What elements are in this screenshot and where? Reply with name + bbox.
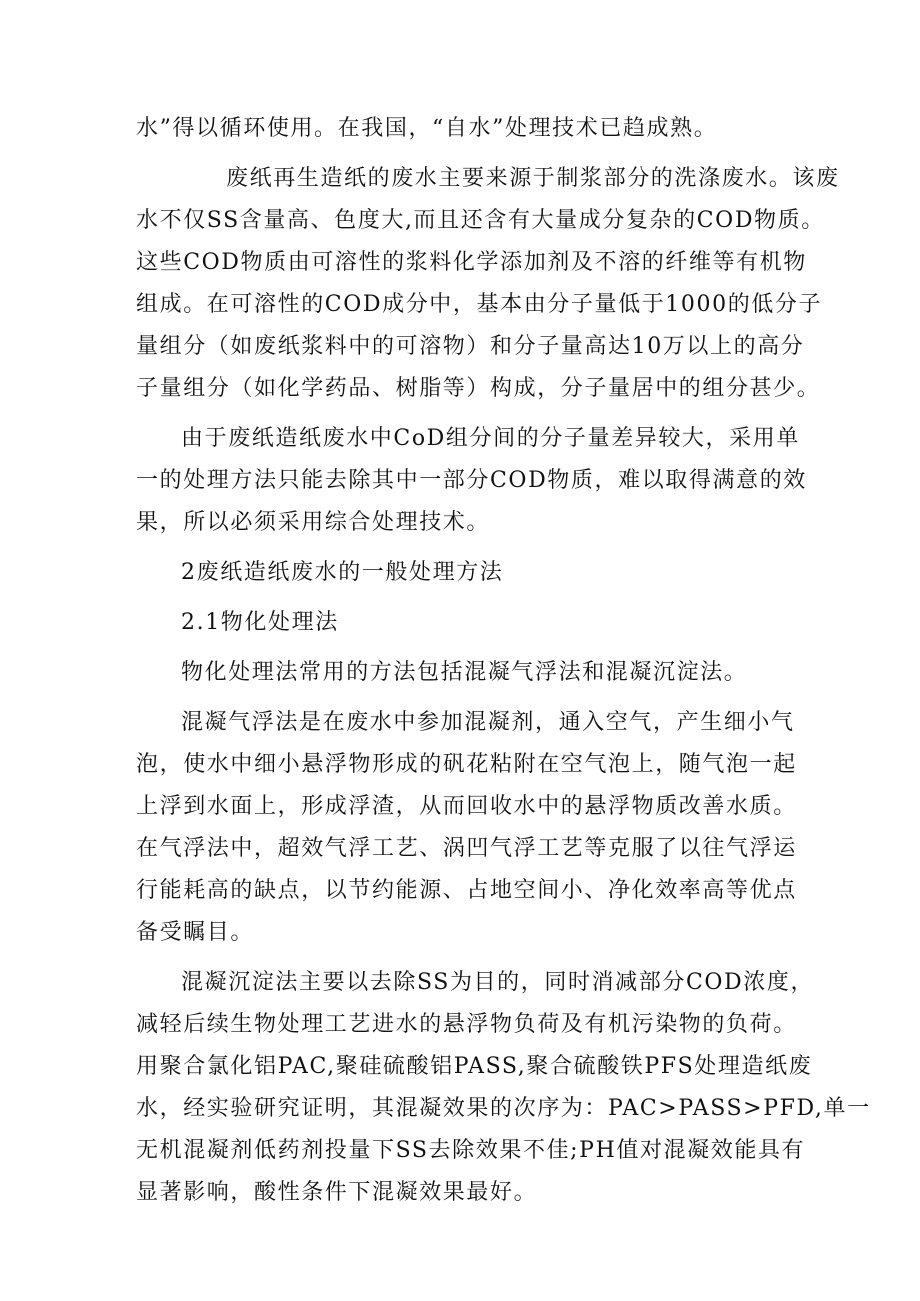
text-line: 果，所以必须采用综合处理技术。 <box>136 510 491 535</box>
text-line: 物化处理法常用的方法包括混凝气浮法和混凝沉淀法。 <box>181 660 748 685</box>
section-heading <box>136 552 791 594</box>
text-line: 用聚合氯化铝PAC,聚硅硫酸铝PASS,聚合硫酸铁PFS处理造纸废 <box>136 1054 813 1079</box>
paragraph-coagulation-sedimentation <box>136 962 871 1214</box>
text-line: 上浮到水面上，形成浮渣，从而回收水中的悬浮物质改善水质。 <box>136 794 797 819</box>
text-line: 备受瞩目。 <box>136 920 255 945</box>
subsection-heading <box>136 602 791 644</box>
text-line: 混凝沉淀法主要以去除SS为目的，同时消减部分COD浓度， <box>181 970 815 995</box>
text-line: 行能耗高的缺点，以节约能源、占地空间小、净化效率高等优点 <box>136 878 797 903</box>
text-line: 水不仅SS含量高、色度大,而且还含有大量成分复杂的COD物质。 <box>136 208 825 233</box>
paragraph-coagulation-flotation <box>136 702 797 954</box>
text-line: 无机混凝剂低药剂投量下SS去除效果不佳;PH值对混凝效能具有 <box>136 1138 806 1163</box>
text-line: 这些COD物质由可溶性的浆料化学添加剂及不溶的纤维等有机物 <box>136 250 807 275</box>
text-line: 由于废纸造纸废水中CoD组分间的分子量差异较大，采用单 <box>181 426 800 451</box>
paragraph-continuation <box>136 108 791 150</box>
text-line: 组成。在可溶性的COD成分中，基本由分子量低于1000的低分子 <box>136 292 823 317</box>
text-line: 在气浮法中，超效气浮工艺、涡凹气浮工艺等克服了以往气浮运 <box>136 836 797 861</box>
text-line: 混凝气浮法是在废水中参加混凝剂，通入空气，产生细小气 <box>181 710 795 735</box>
text-line: 一的处理方法只能去除其中一部分COD物质，难以取得满意的效 <box>136 468 807 493</box>
text-line: 减轻后续生物处理工艺进水的悬浮物负荷及有机污染物的负荷。 <box>136 1012 797 1037</box>
document-body <box>136 108 871 1222</box>
text-line: 废纸再生造纸的废水主要来源于制浆部分的洗涤废水。该废 <box>226 166 840 191</box>
text-line: 2.1物化处理法 <box>181 610 339 635</box>
paragraph-physicochemical-intro <box>136 652 791 694</box>
text-line: 水，经实验研究证明，其混凝效果的次序为：PAC>PASS>PFD,单一 <box>136 1096 871 1121</box>
text-line: 量组分（如废纸浆料中的可溶物）和分子量高达10万以上的高分 <box>136 334 805 359</box>
text-line: 子量组分（如化学药品、树脂等）构成，分子量居中的组分甚少。 <box>136 376 821 401</box>
text-line: 2废纸造纸废水的一般处理方法 <box>181 560 504 585</box>
paragraph-cod-difference <box>136 418 807 544</box>
paragraph-wastewater-source <box>136 158 840 410</box>
text-line: 显著影响，酸性条件下混凝效果最好。 <box>136 1180 538 1205</box>
text-line: 水”得以循环使用。在我国，“自水”处理技术已趋成熟。 <box>136 116 718 141</box>
text-line: 泡，使水中细小悬浮物形成的矾花粘附在空气泡上，随气泡一起 <box>136 752 797 777</box>
